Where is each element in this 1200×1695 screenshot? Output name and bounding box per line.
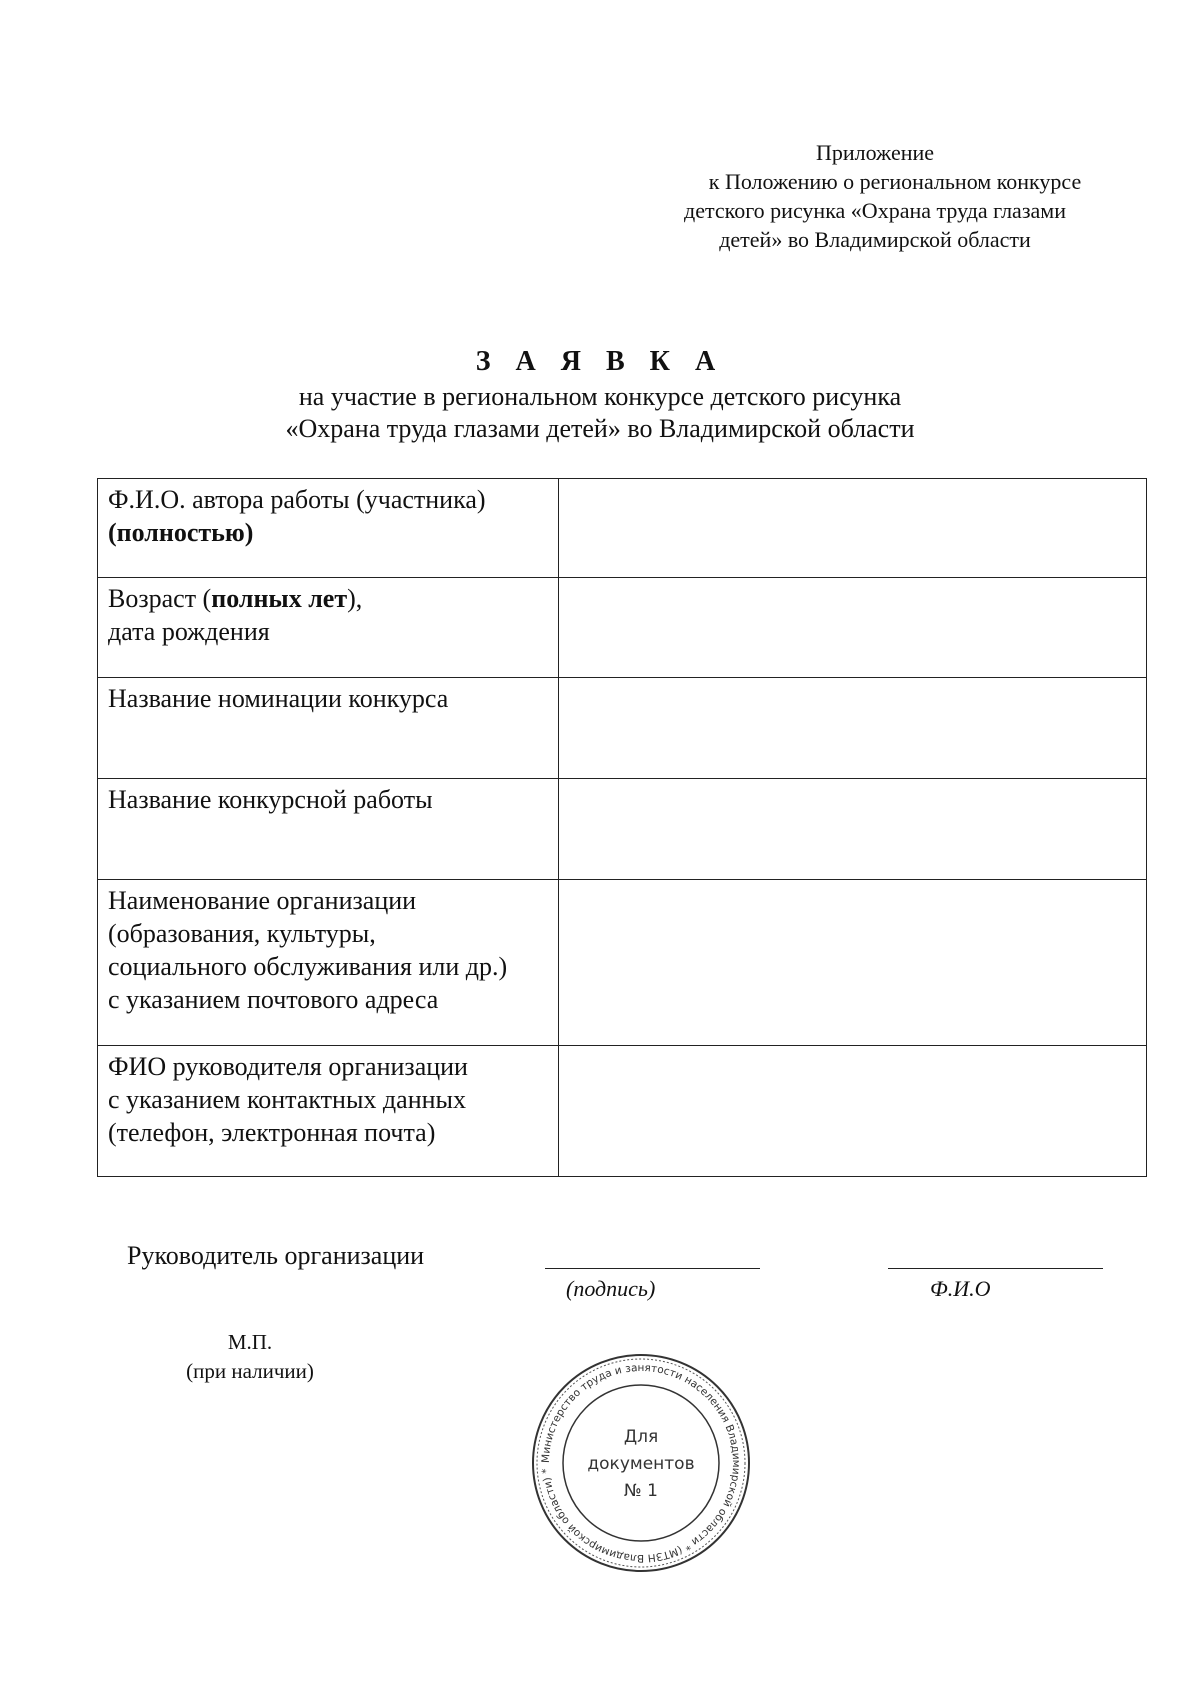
stamp-ring-path-text: Министерство труда и занятости населения Владимирской области * (МТЗН Владимирской области) * (539, 1361, 743, 1565)
label-age (98, 578, 559, 678)
label-head (98, 1046, 559, 1177)
annex-line-4: детей» во Владимирской области (719, 227, 1031, 252)
seal-place (165, 1328, 335, 1386)
title-line-2: «Охрана труда глазами детей» во Владимирской области (285, 414, 915, 443)
label-work-title-text: Название конкурсной работы (108, 785, 433, 814)
field-age[interactable] (559, 578, 1147, 678)
label-author (98, 479, 559, 578)
field-work-title[interactable] (559, 779, 1147, 880)
name-caption: Ф.И.О (930, 1276, 991, 1301)
signature-label: Руководитель организации (127, 1241, 425, 1270)
stamp-center-line-1: Для (623, 1427, 659, 1447)
annex-line-2: к Положению о региональном конкурсе (708, 169, 1082, 194)
label-nomination-text: Название номинации конкурса (108, 684, 449, 713)
form-row-head (98, 1046, 1147, 1177)
label-organization-line-2: (образования, культуры, (108, 919, 376, 948)
signature-line[interactable] (545, 1268, 760, 1269)
label-organization-line-1: Наименование организации (108, 886, 417, 915)
annex-line-3: детского рисунка «Охрана труда глазами (684, 198, 1066, 223)
label-age-line-1 (108, 582, 548, 615)
field-author[interactable] (559, 479, 1147, 578)
form-row-author (98, 479, 1147, 578)
signature-caption: (подпись) (566, 1276, 656, 1301)
organization-stamp (528, 1350, 754, 1576)
annex-line-1: Приложение (815, 140, 935, 165)
label-organization-line-3: социального обслуживания или др.) (108, 952, 508, 981)
label-age-pre: Возраст ( (108, 584, 212, 613)
seal-place-note: (при наличии) (186, 1359, 314, 1383)
label-age-post: ), (347, 584, 363, 613)
label-work-title (98, 779, 559, 880)
form-row-age (98, 578, 1147, 678)
document-title (0, 343, 1200, 445)
seal-place-label: М.П. (227, 1330, 273, 1354)
label-head-line-1: ФИО руководителя организации (108, 1052, 468, 1081)
label-author-bold: (полностью) (108, 518, 254, 547)
label-head-line-3: (телефон, электронная почта) (108, 1118, 436, 1147)
stamp-center-line-3: № 1 (624, 1481, 658, 1501)
annex-header (645, 138, 1105, 254)
label-organization-line-4: с указанием почтового адреса (108, 985, 439, 1014)
label-age-line-2: дата рождения (108, 617, 270, 646)
form-row-nomination (98, 678, 1147, 779)
field-nomination[interactable] (559, 678, 1147, 779)
label-age-bold: полных лет (211, 584, 348, 613)
form-row-organization (98, 880, 1147, 1046)
label-author-text: Ф.И.О. автора работы (участника) (108, 485, 486, 514)
field-head[interactable] (559, 1046, 1147, 1177)
label-head-line-2: с указанием контактных данных (108, 1085, 466, 1114)
stamp-center-line-2: документов (587, 1454, 695, 1474)
title-line-1: на участие в региональном конкурсе детского рисунка (298, 382, 902, 411)
label-nomination (98, 678, 559, 779)
title-heading: З А Я В К А (475, 346, 725, 377)
name-line[interactable] (888, 1268, 1103, 1269)
form-row-work-title (98, 779, 1147, 880)
application-form-table (97, 478, 1147, 1177)
label-organization (98, 880, 559, 1046)
field-organization[interactable] (559, 880, 1147, 1046)
